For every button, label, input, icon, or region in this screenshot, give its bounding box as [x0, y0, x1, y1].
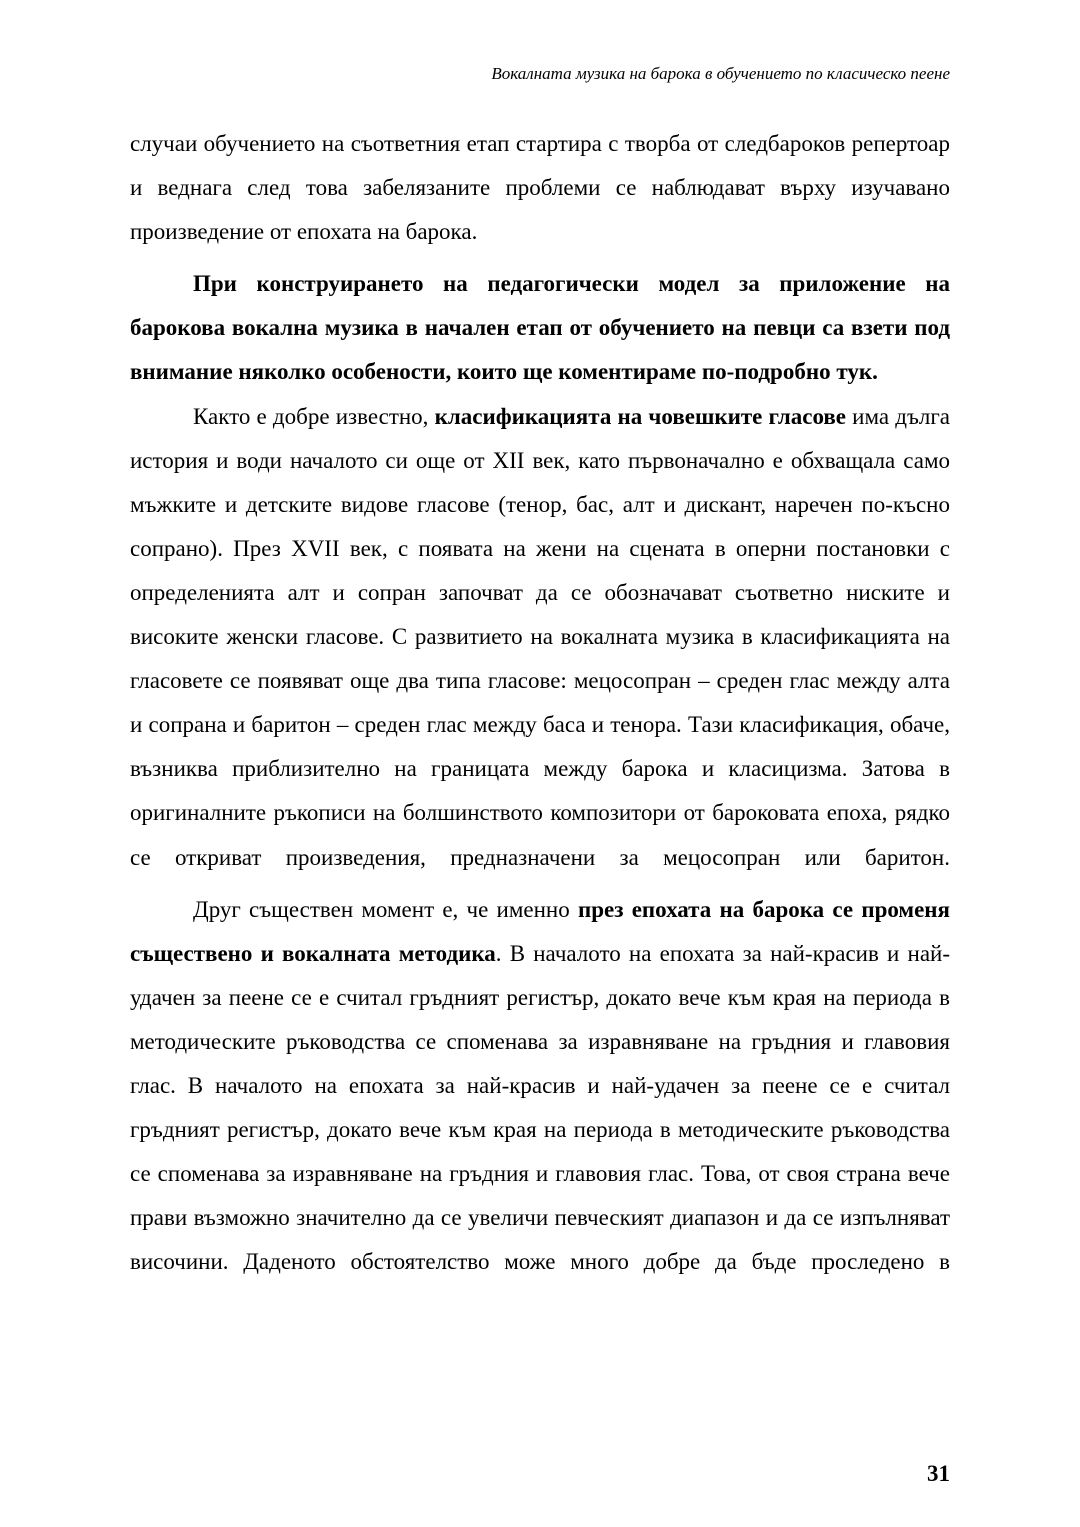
page-number: 31: [927, 1461, 950, 1486]
paragraph-vocal-method: [130, 888, 950, 1285]
paragraph-continuation: случаи обучението на съответния етап стартира с творба от следбароков репертоар и веднага след това забелязаните проблеми се наблюдават върху изучавано произведение от епохата на барока.: [130, 131, 950, 245]
paragraph-text-rest: има дълга история и води началото си още от XII век, като първоначално е обхващала само мъжките и детските видове гласове (тенор, бас, алт и дискант, наречен по-късно сопрано). През XVII век, с появата на жени на сцената в оперни постановки с определенията алт и сопран започват да се обозначават съответно ниските и високите женски гласове. С развитието на вокалната музика в класификацията на гласовете се появяват още два типа гласове: мецосопран – среден глас между алта и сопрана и баритон – среден глас между баса и тенора. Тази класификация, обаче, възниква приблизително на границата между барока и класицизма. Затова в оригиналните ръкописи на болшинството композитори от бароковата епоха, рядко се откриват произведения, предназначени за мецосопран или баритон.: [130, 403, 950, 870]
paragraph-text-start: Друг съществен момент е, че именно: [193, 896, 578, 922]
paragraph-text-start: Както е добре известно,: [193, 403, 435, 429]
bold-emphasis: класификацията на човешките гласове: [434, 403, 846, 429]
bold-emphasis: през епохата на барока се променя съществено и вокалната методика: [130, 896, 951, 966]
running-header: Вокалната музика на барока в обучението по класическо пеене: [491, 64, 950, 83]
bold-emphasis: При конструирането на педагогически модел за приложение на барокова вокална музика в начален етап от обучението на певци са взети под внимание няколко особености, които ще коментираме по-подробно тук.: [130, 271, 950, 385]
body-text: [130, 122, 950, 1284]
paragraph-text-rest: . В началото на епохата за най-красив и най-удачен за пеене се е считал гръдният регистър, докато вече към края на периода в методическите ръководства се споменава за изравняване на гръдния и главовия глас. В началото на епохата за най-красив и най-удачен за пеене се е считал гръдният регистър, докато вече към края на периода в методическите ръководства се споменава за изравняване на гръдния и главовия глас. Това, от своя страна вече прави възможно значително да се увеличи певческият диапазон и да се изпълняват височини. Даденото обстоятелство може много добре да бъде проследено в: [130, 940, 951, 1275]
paragraph-voice-classification: [130, 395, 950, 880]
paragraph-model-intro: [130, 262, 950, 394]
